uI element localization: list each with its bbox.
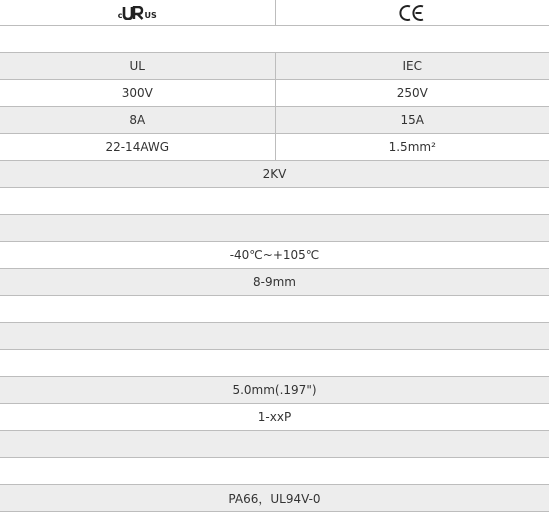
spec-row [0,377,549,404]
spec-row [0,458,549,485]
spec-row [0,161,549,188]
spec-value-iec: 15A [275,107,549,134]
spec-value: 5.0mm(.197") [0,377,549,404]
ur-glyph-icon [122,6,144,20]
spec-value [0,350,549,377]
spec-value-ul: UL [0,53,275,80]
ce-mark-icon [399,5,425,19]
spec-value-iec: IEC [275,53,549,80]
spec-value [0,458,549,485]
spec-row [0,431,549,458]
spec-row [0,242,549,269]
spec-value: -40℃~+105℃ [0,242,549,269]
spec-row [0,404,549,431]
spec-value [0,296,549,323]
spec-row [0,215,549,242]
spec-value-iec: 1.5mm² [275,134,549,161]
spec-value-ul: 300V [0,80,275,107]
spec-row [0,323,549,350]
spec-value [0,323,549,350]
spec-row [0,107,549,134]
certification-logo-row [0,0,549,26]
spec-value: 8-9mm [0,269,549,296]
spec-row [0,134,549,161]
spec-row [0,485,549,512]
spec-row [0,53,549,80]
ul-logo-cell [0,0,275,26]
spec-value [0,431,549,458]
spec-value-iec: 250V [275,80,549,107]
spec-value [0,188,549,215]
spec-row [0,80,549,107]
spec-value [0,26,549,53]
spec-value-ul: 22-14AWG [0,134,275,161]
ce-logo-cell [275,0,549,26]
spec-row [0,296,549,323]
spec-value [0,215,549,242]
spec-value: 2KV [0,161,549,188]
spec-value-ul: 8A [0,107,275,134]
spec-row [0,188,549,215]
spec-value: PA66，UL94V-0 [0,485,549,512]
spec-value: 1-xxP [0,404,549,431]
ul-recognized-icon: c US [118,4,157,20]
spec-row [0,26,549,53]
spec-row [0,269,549,296]
spec-row [0,350,549,377]
